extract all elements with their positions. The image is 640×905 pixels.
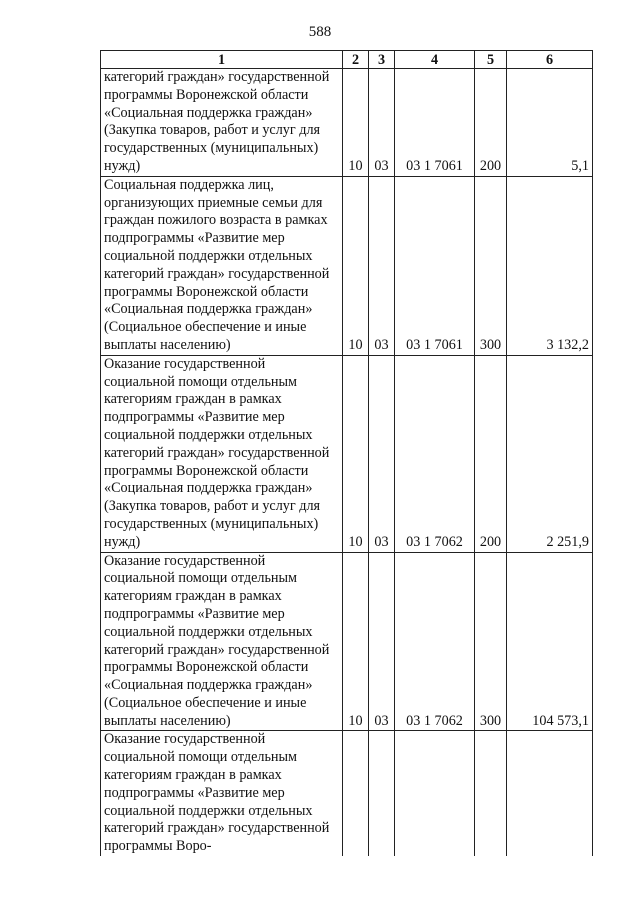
row-description: Оказание государственной социальной помощи отдельным категориям граждан в рамках подпрограммы «Развитие мер социальной поддержки отдельных категорий граждан» государственной программы Воронежской области «Социальная поддержка граждан» (Социальное обеспечение и иные выплаты населению) bbox=[101, 552, 343, 731]
row-amount bbox=[507, 731, 593, 856]
table-row bbox=[101, 355, 593, 552]
table-row bbox=[101, 552, 593, 731]
col-header-1: 1 bbox=[101, 51, 343, 69]
row-section bbox=[343, 731, 369, 856]
table-row bbox=[101, 176, 593, 355]
row-target: 03 1 7061 bbox=[395, 69, 475, 177]
row-amount: 2 251,9 bbox=[507, 355, 593, 552]
table-row bbox=[101, 731, 593, 856]
budget-table bbox=[100, 50, 593, 856]
row-target bbox=[395, 731, 475, 856]
table-row bbox=[101, 69, 593, 177]
page-number: 588 bbox=[308, 24, 332, 40]
row-subsection: 03 bbox=[369, 69, 395, 177]
row-amount: 104 573,1 bbox=[507, 552, 593, 731]
col-header-6: 6 bbox=[507, 51, 593, 69]
row-description: категорий граждан» государственной программы Воронежской области «Социальная поддержка граждан» (Закупка товаров, работ и услуг для государственных (муниципальных) нужд) bbox=[101, 69, 343, 177]
row-section: 10 bbox=[343, 176, 369, 355]
row-expense-type: 200 bbox=[475, 355, 507, 552]
table-header-row bbox=[101, 51, 593, 69]
row-amount: 5,1 bbox=[507, 69, 593, 177]
row-section: 10 bbox=[343, 69, 369, 177]
row-expense-type: 200 bbox=[475, 69, 507, 177]
row-target: 03 1 7061 bbox=[395, 176, 475, 355]
row-description: Социальная поддержка лиц, организующих приемные семьи для граждан пожилого возраста в рамках подпрограммы «Развитие мер социальной поддержки отдельных категорий граждан» государственной программы Воронежской области «Социальная поддержка граждан» (Социальное обеспечение и иные выплаты населению) bbox=[101, 176, 343, 355]
row-target: 03 1 7062 bbox=[395, 552, 475, 731]
row-section: 10 bbox=[343, 552, 369, 731]
col-header-5: 5 bbox=[475, 51, 507, 69]
col-header-4: 4 bbox=[395, 51, 475, 69]
col-header-3: 3 bbox=[369, 51, 395, 69]
row-section: 10 bbox=[343, 355, 369, 552]
row-subsection: 03 bbox=[369, 176, 395, 355]
row-description: Оказание государственной социальной помощи отдельным категориям граждан в рамках подпрограммы «Развитие мер социальной поддержки отдельных категорий граждан» государственной программы Воро- bbox=[101, 731, 343, 856]
row-expense-type bbox=[475, 731, 507, 856]
row-target: 03 1 7062 bbox=[395, 355, 475, 552]
col-header-2: 2 bbox=[343, 51, 369, 69]
row-subsection: 03 bbox=[369, 355, 395, 552]
row-description: Оказание государственной социальной помощи отдельным категориям граждан в рамках подпрограммы «Развитие мер социальной поддержки отдельных категорий граждан» государственной программы Воронежской области «Социальная поддержка граждан» (Закупка товаров, работ и услуг для государственных (муниципальных) нужд) bbox=[101, 355, 343, 552]
row-expense-type: 300 bbox=[475, 552, 507, 731]
row-subsection bbox=[369, 731, 395, 856]
row-amount: 3 132,2 bbox=[507, 176, 593, 355]
row-subsection: 03 bbox=[369, 552, 395, 731]
row-expense-type: 300 bbox=[475, 176, 507, 355]
